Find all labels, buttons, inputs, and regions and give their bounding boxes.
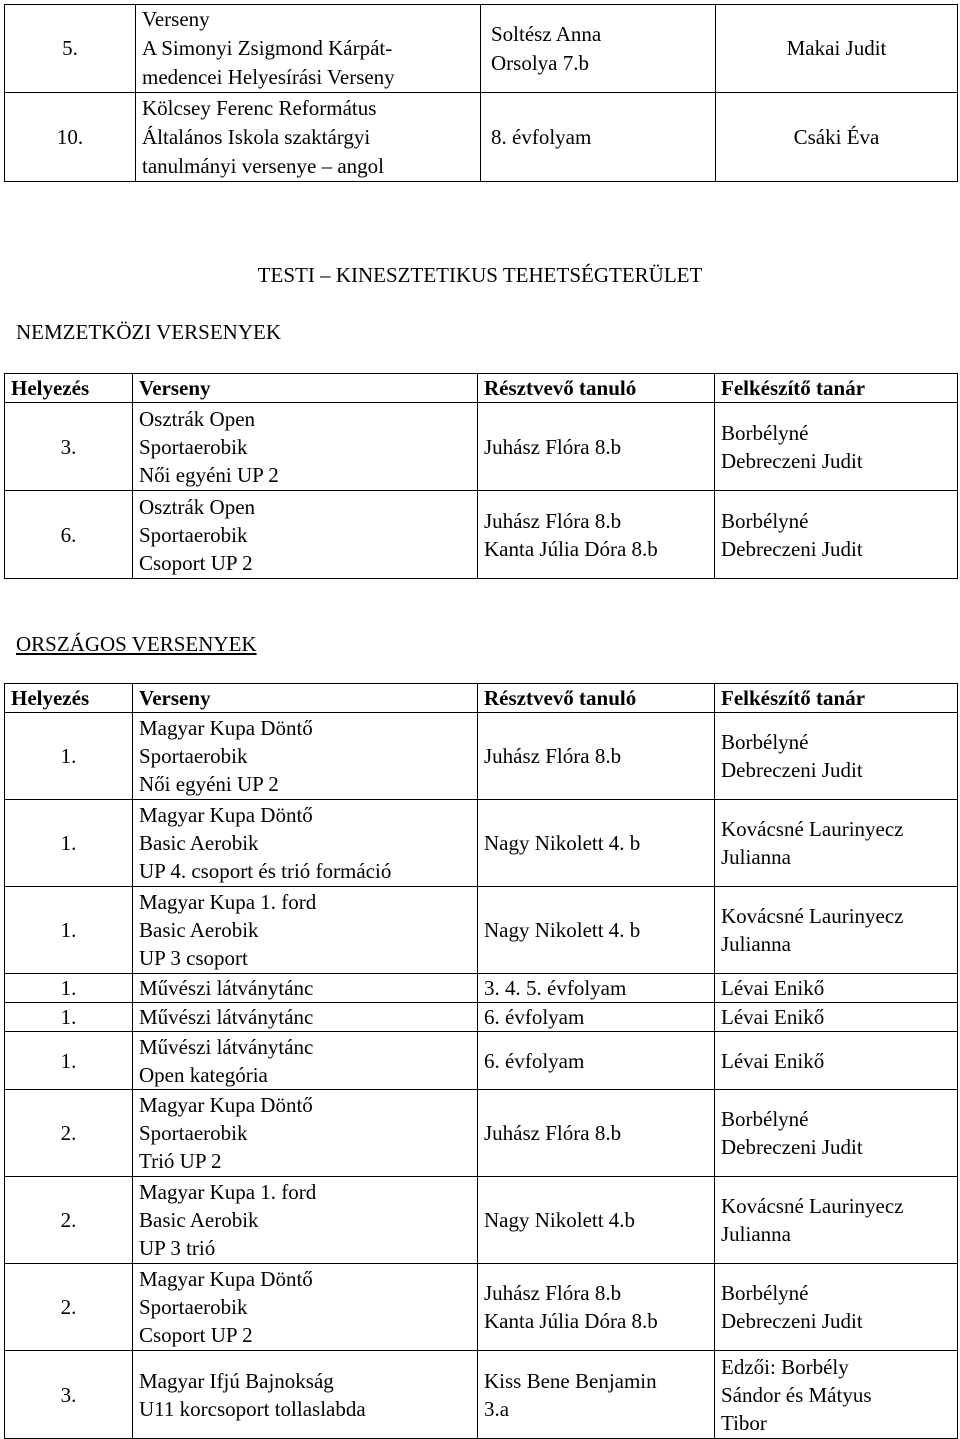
table-row (5, 974, 958, 1003)
place-cell: 6. (5, 491, 133, 579)
event-cell: Magyar Kupa Döntő Sportaerobik Női egyéni UP 2 (133, 713, 478, 800)
header-event: Verseny (133, 374, 478, 403)
header-student: Résztvevő tanuló (478, 374, 715, 403)
teacher-cell: Borbélyné Debreczeni Judit (715, 491, 958, 579)
place-cell: 2. (5, 1264, 133, 1351)
table-row (5, 1003, 958, 1032)
place-cell: 1. (5, 1032, 133, 1090)
student-cell: Juhász Flóra 8.b (478, 1090, 715, 1177)
header-teacher: Felkészítő tanár (715, 374, 958, 403)
header-row (5, 684, 958, 713)
place-cell: 2. (5, 1177, 133, 1264)
place-cell: 1. (5, 887, 133, 974)
student-cell: Juhász Flóra 8.b Kanta Júlia Dóra 8.b (478, 491, 715, 579)
header-student: Résztvevő tanuló (478, 684, 715, 713)
table-row (5, 1032, 958, 1090)
orszagos-heading: ORSZÁGOS VERSENYEK (16, 632, 257, 656)
table-row (5, 1177, 958, 1264)
teacher-cell: Makai Judit (716, 5, 958, 93)
student-cell: Nagy Nikolett 4. b (478, 887, 715, 974)
header-place: Helyezés (5, 374, 133, 403)
table-row (5, 1351, 958, 1439)
place-cell: 1. (5, 713, 133, 800)
place-cell: 1. (5, 1003, 133, 1032)
table-row (5, 713, 958, 800)
section-title: TESTI – KINESZTETIKUS TEHETSÉGTERÜLET (257, 263, 703, 287)
teacher-cell: Borbélyné Debreczeni Judit (715, 713, 958, 800)
teacher-cell: Borbélyné Debreczeni Judit (715, 403, 958, 491)
teacher-cell: Lévai Enikő (715, 1003, 958, 1032)
table-row (5, 403, 958, 491)
header-event: Verseny (133, 684, 478, 713)
student-cell: Juhász Flóra 8.b (478, 403, 715, 491)
student-cell: Kiss Bene Benjamin 3.a (478, 1351, 715, 1439)
header-place: Helyezés (5, 684, 133, 713)
teacher-cell: Lévai Enikő (715, 1032, 958, 1090)
place-cell: 1. (5, 800, 133, 887)
student-cell: Juhász Flóra 8.b (478, 713, 715, 800)
event-cell: Magyar Kupa Döntő Sportaerobik Trió UP 2 (133, 1090, 478, 1177)
event-cell: Verseny A Simonyi Zsigmond Kárpát- medencei Helyesírási Verseny (136, 5, 481, 93)
student-cell: 8. évfolyam (481, 93, 716, 182)
place-cell: 3. (5, 1351, 133, 1439)
table-row (5, 887, 958, 974)
place-cell: 1. (5, 974, 133, 1003)
event-cell: Magyar Ifjú Bajnokság U11 korcsoport tollaslabda (133, 1351, 478, 1439)
table-row (5, 93, 958, 182)
event-cell: Kölcsey Ferenc Református Általános Iskola szaktárgyi tanulmányi versenye – angol (136, 93, 481, 182)
event-cell: Magyar Kupa 1. ford Basic Aerobik UP 3 csoport (133, 887, 478, 974)
event-cell: Művészi látványtánc (133, 974, 478, 1003)
teacher-cell: Borbélyné Debreczeni Judit (715, 1264, 958, 1351)
student-cell: 6. évfolyam (478, 1003, 715, 1032)
event-cell: Magyar Kupa 1. ford Basic Aerobik UP 3 trió (133, 1177, 478, 1264)
nemzetkozi-table (4, 373, 958, 579)
teacher-cell: Csáki Éva (716, 93, 958, 182)
teacher-cell: Kovácsné Laurinyecz Julianna (715, 800, 958, 887)
teacher-cell: Borbélyné Debreczeni Judit (715, 1090, 958, 1177)
event-cell: Magyar Kupa Döntő Sportaerobik Csoport UP 2 (133, 1264, 478, 1351)
header-teacher: Felkészítő tanár (715, 684, 958, 713)
event-cell: Művészi látványtánc Open kategória (133, 1032, 478, 1090)
table-row (5, 800, 958, 887)
place-cell: 2. (5, 1090, 133, 1177)
table-row (5, 1264, 958, 1351)
place-cell: 10. (5, 93, 136, 182)
nemzetkozi-heading: NEMZETKÖZI VERSENYEK (16, 320, 282, 344)
student-cell: Nagy Nikolett 4.b (478, 1177, 715, 1264)
teacher-cell: Edzői: Borbély Sándor és Mátyus Tibor (715, 1351, 958, 1439)
student-cell: 6. évfolyam (478, 1032, 715, 1090)
place-cell: 3. (5, 403, 133, 491)
top-results-table (4, 4, 958, 182)
teacher-cell: Kovácsné Laurinyecz Julianna (715, 887, 958, 974)
event-cell: Osztrák Open Sportaerobik Csoport UP 2 (133, 491, 478, 579)
event-cell: Osztrák Open Sportaerobik Női egyéni UP 2 (133, 403, 478, 491)
student-cell: Juhász Flóra 8.b Kanta Júlia Dóra 8.b (478, 1264, 715, 1351)
header-row (5, 374, 958, 403)
table-row (5, 5, 958, 93)
table-row (5, 1090, 958, 1177)
event-cell: Művészi látványtánc (133, 1003, 478, 1032)
orszagos-table (4, 683, 958, 1439)
student-cell: Soltész Anna Orsolya 7.b (481, 5, 716, 93)
teacher-cell: Kovácsné Laurinyecz Julianna (715, 1177, 958, 1264)
place-cell: 5. (5, 5, 136, 93)
teacher-cell: Lévai Enikő (715, 974, 958, 1003)
table-row (5, 491, 958, 579)
student-cell: 3. 4. 5. évfolyam (478, 974, 715, 1003)
event-cell: Magyar Kupa Döntő Basic Aerobik UP 4. csoport és trió formáció (133, 800, 478, 887)
student-cell: Nagy Nikolett 4. b (478, 800, 715, 887)
